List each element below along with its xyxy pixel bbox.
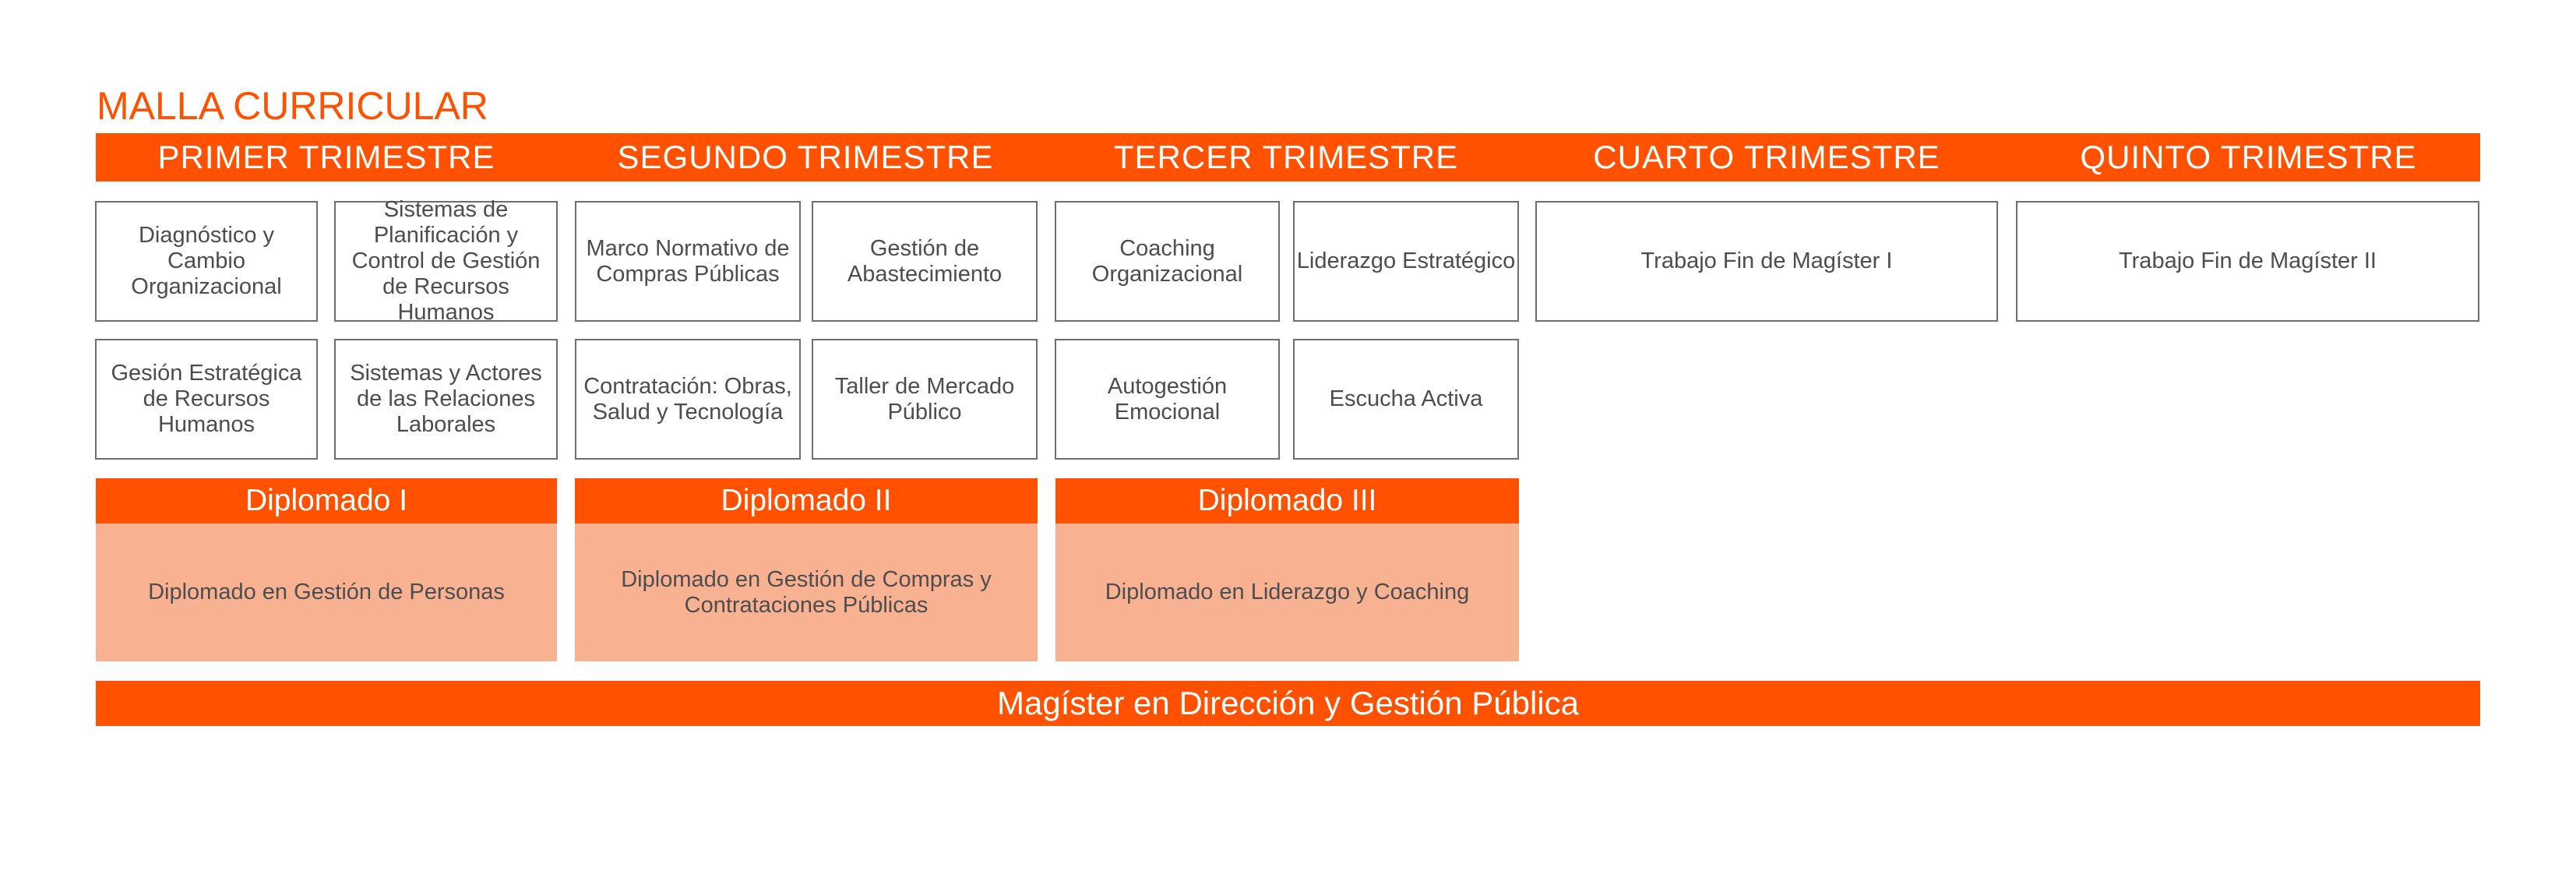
- course-box: Autogestión Emocional: [1055, 339, 1280, 460]
- course-box: Gesión Estratégica de Recursos Humanos: [95, 339, 318, 460]
- diploma-header-2: Diplomado II: [575, 478, 1038, 523]
- course-box: Sistemas y Actores de las Relaciones Laborales: [334, 339, 558, 460]
- course-box: Trabajo Fin de Magíster I: [1535, 201, 1998, 322]
- diploma-header-1: Diplomado I: [96, 478, 557, 523]
- diploma-box-2: Diplomado en Gestión de Compras y Contrataciones Públicas: [575, 523, 1038, 661]
- term-header-segundo: SEGUNDO TRIMESTRE: [617, 139, 994, 175]
- degree-bar: [96, 681, 2480, 726]
- degree-title: Magíster en Dirección y Gestión Pública: [997, 685, 1579, 721]
- course-box: Marco Normativo de Compras Públicas: [575, 201, 801, 322]
- diploma-header-3: Diplomado III: [1055, 478, 1519, 523]
- term-header-tercer: TERCER TRIMESTRE: [1113, 139, 1459, 175]
- course-box: Liderazgo Estratégico: [1293, 201, 1519, 322]
- term-header-quinto: QUINTO TRIMESTRE: [2080, 139, 2417, 175]
- term-header-cuarto: CUARTO TRIMESTRE: [1593, 139, 1940, 175]
- course-box: Taller de Mercado Público: [812, 339, 1038, 460]
- page-title: MALLA CURRICULAR: [97, 84, 488, 128]
- course-box: Sistemas de Planificación y Control de Gestión de Recursos Humanos: [334, 201, 558, 322]
- course-box: Gestión de Abastecimiento: [812, 201, 1038, 322]
- term-header-primer-centered: PRIMER TRIMESTRE: [157, 139, 495, 175]
- course-box: Trabajo Fin de Magíster II: [2016, 201, 2479, 322]
- course-box: Escucha Activa: [1293, 339, 1519, 460]
- diploma-box-1: Diplomado en Gestión de Personas: [96, 523, 557, 661]
- diploma-box-3: Diplomado en Liderazgo y Coaching: [1055, 523, 1519, 661]
- course-box: Diagnóstico y Cambio Organizacional: [95, 201, 318, 322]
- course-box: Contratación: Obras, Salud y Tecnología: [575, 339, 801, 460]
- course-box: Coaching Organizacional: [1055, 201, 1280, 322]
